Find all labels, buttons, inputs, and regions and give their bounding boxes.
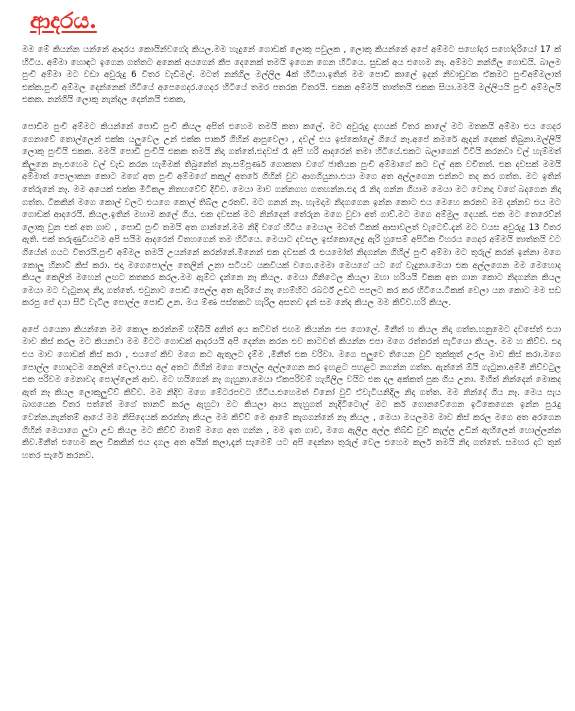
paragraph-2: පොඩිම පුංචි අම්මට කියන්නේ පොඩි පුංචි කියල අපිත් එහෙම තමයි කතා කලේ. මට අවුරුදු දහයක් විතර කාලේ මට මතකයි අම්මා එය ගෙදර ගෙනාවේ තොල්ලෙන් එක්ක යලුවෙල උන් එක්ක පාර්ක් ගිහින් ආපුවෙලා , දවල් එය ඉස්කෝලේ ගියේ නෑ.අපේ කමරේ ඇදන් දෙකක් තිබුනා.මල්ලියි ලොකු පුංචියි එකක. මමයි පොඩි පුංචියි එකක තමයි නිදා ගත්තේ.එදවස් රෑ අපි හරි ආදරෙන් තමා හිටියේ.එකට බලාගෙන් ටීවියි කරනවා වල් හැම්මත් කිලුනෙ නෑ.එහෙම වල් වැඩ කරන හැමිමක් තිබුනේත් නෑ.සම්පූර්ණ ගොකතා වගේ ජාතියක පුංචි අම්මාගේ කට වල් අක වචිතත්. එක දවසක් මමයි අම්මාත් පොලාකන කොට මගේ අත පුංචි අම්මගේ කකුල් අතරේ ගිහින් වුව ආගගියුනා.එයා මගෙ අත අල්ලගෙන එන්නට තද කර ගත්ත. මට ඉතින් තේරුනේ නෑ. මම අයෙක් එක්ක මිටිකල නිතහවේව් දිවිව. මෙයා මාව ගන්නගහ ගතහන්න.එදා රෑ නිදා ගන්න ගියාම මෙයා මට වෙනදා වගේ බදගෙන නිදා ගත්ත. ටිකකින් මගෙ කොල් වලට එයගෙ කොල් තිබ්ල උරතව්. මට ගනන් නෑ. හැමදාම නිදගගෙන ඉන්න කොට එය මෙහෙ කරනව මම දන්නව එය මට ගොඩක් ආදරෙයි. කියල.ඉතින් මහාම කලේ ගිය. එක දවසක් මට නින්දෙන් තේරුන මගෙ වුවා අත් ගාව්.මට මගෙ අම්මුල දෙයක්. එක මට තෙරෙව්න් ලොකු වුන එක් අත ගාව , පොඩි පුංචි තමයි අත ගාන්නේ.මම නිදි වගේ හිටිය මෙයාල මටත් ටිකක් ආසාවලත් වැටෙව්.දැන් මට වයස අවුරුදු 13 විතර ඇති. එක් තරුණුවියටම අපි සයිම ආදරෙන් විතහගෙන් තම හිටියෙ. මෙයාට දවසල ඉස්කොලෙදු ඇරි හුසෙම් අපිටික විහරය ගෙදර අම්මයි තාත්තයි වට ගියේත් ගයට විතරයි.පුංචි අම්මල තමයි උයන්නේ කරන්නේ.මිනෙන් එක දවසක් රෑ එයමෝත් නිදගන්න ගිහිල් පුංචි අම්මා මට තුරුල් කරන් ඉන්නා මගෙ කොලු හිනාට් කිස් කරා. එදා මගෙපොල්ල තෙලින් උනා සටියව යකවියක් වගෙ.මෙමා මෙයගේ යට ගේ වැදුනා.මෙයා එක අල්ලගෙන මම මෙහොද කියල කෙලින් මහෙන් ලඟට කතකර කරල.මම ඇම්ට දැන්නෙ නෑ කියල. මෙයා ගිනිටෙල කියලා ඔහා හරියයි විකක අත ගාන කොට නිදගන්න කියල මෙයා මට වැටුනාද නිදා ගත්තේ. එවුනාට පොඩි පෙල්ල අත ඇරියේ නෑ හෙම්හිට රබර්ට් උඩට පපලට කර කර හිටියෙ.ටිකක් වෙලා යන කොට මම සඩ කරපු පේ දයා සිටි වැටිල පොල්ල පොඩි උන. මය ම්ණ පස්තකට හැරිල අසතව දැන් සම නේද කියල මම කිව්ව.හරි කියල. [22,121,561,309]
paragraph-3: අපේ ඨයෙනා කියන්නෙ මම කොල කරන්නම් හදීබියි අනිත් අය කට්වත් එහම කියන්න එප ගොලේ. මිනීත් හ කියල නිදා ගත්ත.හනුමෙට දවසේත් එයා මාව කිස් කරල මට කියනවා මම මිටට ගොඩක් ආදරයයි අපි දෙන්න කරන එව කාටවත් කියන්න එපා මගෙ රත්තරන් පැටියො කියල. මම හ කිව්ව. එදා එය මාව ගොඩක් කිස් කරා , එයගේ කිව මගෙ කට ඇතුලට දැම්ම ,මිනීත් එක වරිවා. මගෙ පලුවෙ තියෙන වුවි තුක්කුත් උරල මාව කිස් කරා.මගෙ පොල්ල හොදටම කෙලින් වෙලා.එය අල් අතට ගිහින් මගෙ පොල්ල අල්ලගෙන කර ඉහළට පහළට නගන්න ගත්ත. ඇන්නේ ඕයි ගැටුනා.අම්මි නිව්වටුල එක පරිවම මෙනාවද පොල්ලෙන් ආව. මට හයිගෙන් නෑ ගැහුනා.මෙයා ඒකපරිවම් හැගිලිල වයිට එක දල අක්කත් පුක ගිය උනා. මිහීත් නින්දෙන් මොකද ඇත් නෑ කියල ලොකුලුව්ව් කිව්ව. මම නිදිව මගෙ මේටරපවට හිටිය.එහෙමත් විනෝ වුවි ඒවැටියනිදිල නිදා ගත්ත. මම නින්දේ ගිය නෑ. මෙය පැය බාගයෙක විතර පත්තේ මගේ තානට් කරල ඇහුටා මට කියලා ආය කැහුගත් නැදිටිටොල් මට කර් ගොනවේගෙන ඉටිකෙගෙන ඉන්න පුරැදු වෙන්න.නැන්තම් ආයේ මම නිසිදෙයක් කරන්නෑ කියල මම කිව්ව් මෙ ආමේ කැගගන්නේ නෑ කියල , මෙයා මයලමම මාව කිස් කරල මගෙ අත අරගෙන ගිහින් මෙයාගෙ ලුවා උඩ කියල මට කිව්ව් මාතම් මගෙ අත ගන්න , මම ඉත ගාව, මගෙ ඇලිල අල්ල තිබ්ඩ් වුව් කැල්ල උඩින් ඇහිලෙන් හොල්ලන්න කිව.මිනීත් එහෙම කල විකකින් එය දගල අත අයින් කලා,දැන් සැමෙම් යට අපි දෙන්නා තුරුල් වෙල එහෙම කර්ල තමයි නිදා ගත්තේ. සමහර දාට තුන් හතර සැරේ කරනව. [22,324,561,461]
document-title: ආදරය. [30,8,97,34]
paragraph-1: මම මේ කියන්න යන්නේ ආදරය කොයින්වගේද කියල.මම හැදුනේ ගොඩක් ලොකු පවුලක , ලොකු කියන්නේ අපේ අම්මට සහෝදර සහෝදරියෝ 17 ක් හිටිය. අම්මා හොඳට ඉගෙන ගත්තට අනෙක් අයගෙන් කීප දෙනෙක් තමයි ඉගෙන ගෙන හිටියෙ. සුඩක් අය එහෙම නෑ. අම්මට නන්ගිල ගොඩයි. බාලම පුංචි අම්මා මට වඩා අවුරුදු 6 විතර වැඩිමල්. මටත් නන්ගිල මල්ලිල 4ක් හිටියා.ඉතින් මම පොඩි කාලේ ඉදන් නිවාඩුවක ඒකමට පුංචිඅම්මලාත් එක්ක.පුංචි අම්මල දෙන්නෙක් හිටියේ අපෙගෙදර.ගෙදර හිටියේ තමර පතරක විතරයි. එකක අම්මයි තාත්තයි එකක සියා.මමයි මල්ලියයි පුංචි අම්මලයි එකක. නන්ගියි ලොකු නැන්දල දෙන්නයි එකක, [22,45,561,106]
